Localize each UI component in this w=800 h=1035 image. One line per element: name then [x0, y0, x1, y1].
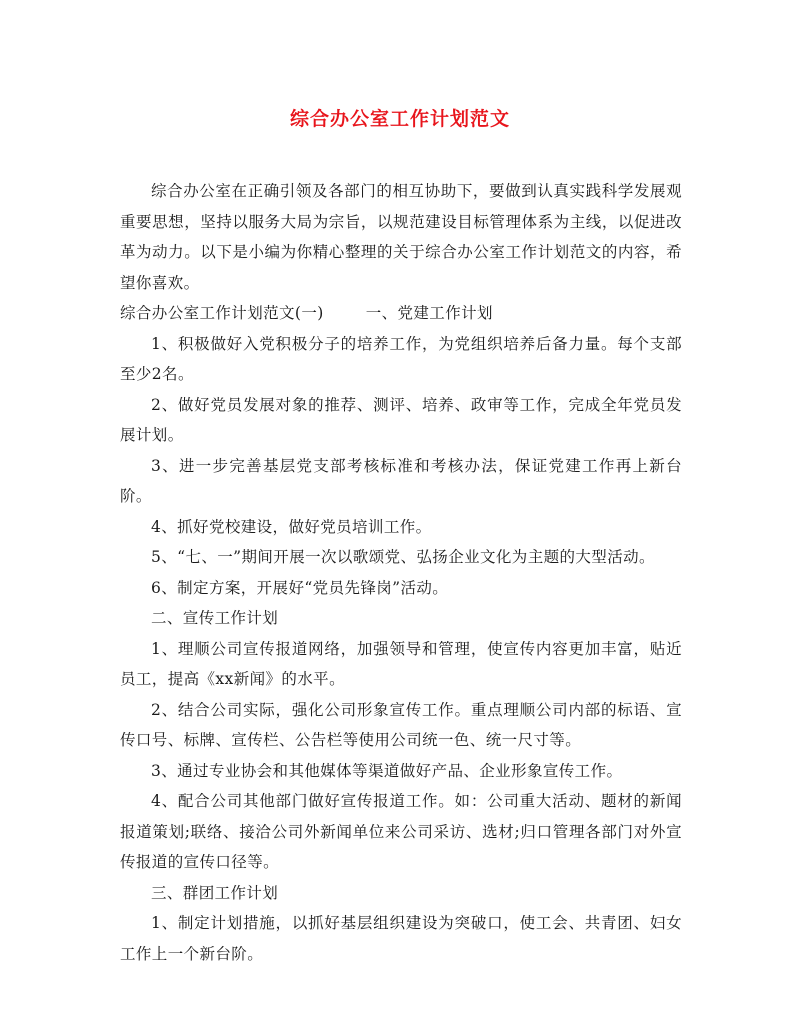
list-item: 1、制定计划措施，以抓好基层组织建设为突破口，使工会、共青团、妇女工作上一个新台阶。 [120, 914, 682, 963]
heading-party-building: 一、党建工作计划 [365, 304, 493, 322]
heading-publicity: 二、宣传工作计划 [151, 609, 279, 627]
heading-mass-organizations: 三、群团工作计划 [151, 883, 279, 902]
intro-paragraph: 综合办公室在正确引领及各部门的相互协助下，要做到认真实践科学发展观重要思想，坚持以服务大局为宗旨，以规范建设目标管理体系为主线，以促进改革为动力。以下是小编为你精心整理的关于综合办公室工作计划范文的内容，希望你喜欢。 [120, 182, 682, 292]
document-title: 综合办公室工作计划范文 [289, 108, 510, 130]
list-item: 3、通过专业协会和其他媒体等渠道做好产品、企业形象宣传工作。 [151, 761, 623, 780]
list-item: 1、理顺公司宣传报道网络，加强领导和管理，使宣传内容更加丰富，贴近员工，提高《xx新闻》的水平。 [120, 639, 682, 688]
list-item: 4、配合公司其他部门做好宣传报道工作。如：公司重大活动、题材的新闻报道策划;联络、接洽公司外新闻单位来公司采访、选材;归口管理各部门对外宣传报道的宣传口径等。 [120, 792, 682, 871]
list-item: 4、抓好党校建设，做好党员培训工作。 [151, 517, 432, 536]
section-line [120, 298, 682, 329]
section-label: 综合办公室工作计划范文(一) [120, 304, 324, 322]
list-item: 2、结合公司实际，强化公司形象宣传工作。重点理顺公司内部的标语、宣传口号、标牌、宣传栏、公告栏等使用公司统一色、统一尺寸等。 [120, 700, 682, 749]
list-item: 6、制定方案，开展好“党员先锋岗”活动。 [151, 578, 449, 597]
list-item: 5、“七、一”期间开展一次以歌颂党、弘扬企业文化为主题的大型活动。 [151, 548, 655, 566]
document-body [120, 176, 682, 969]
list-item: 1、积极做好入党积极分子的培养工作，为党组织培养后备力量。每个支部至少2名。 [120, 334, 682, 383]
list-item: 3、进一步完善基层党支部考核标准和考核办法，保证党建工作再上新台阶。 [120, 456, 682, 505]
list-item: 2、做好党员发展对象的推荐、测评、培养、政审等工作，完成全年党员发展计划。 [120, 395, 682, 444]
